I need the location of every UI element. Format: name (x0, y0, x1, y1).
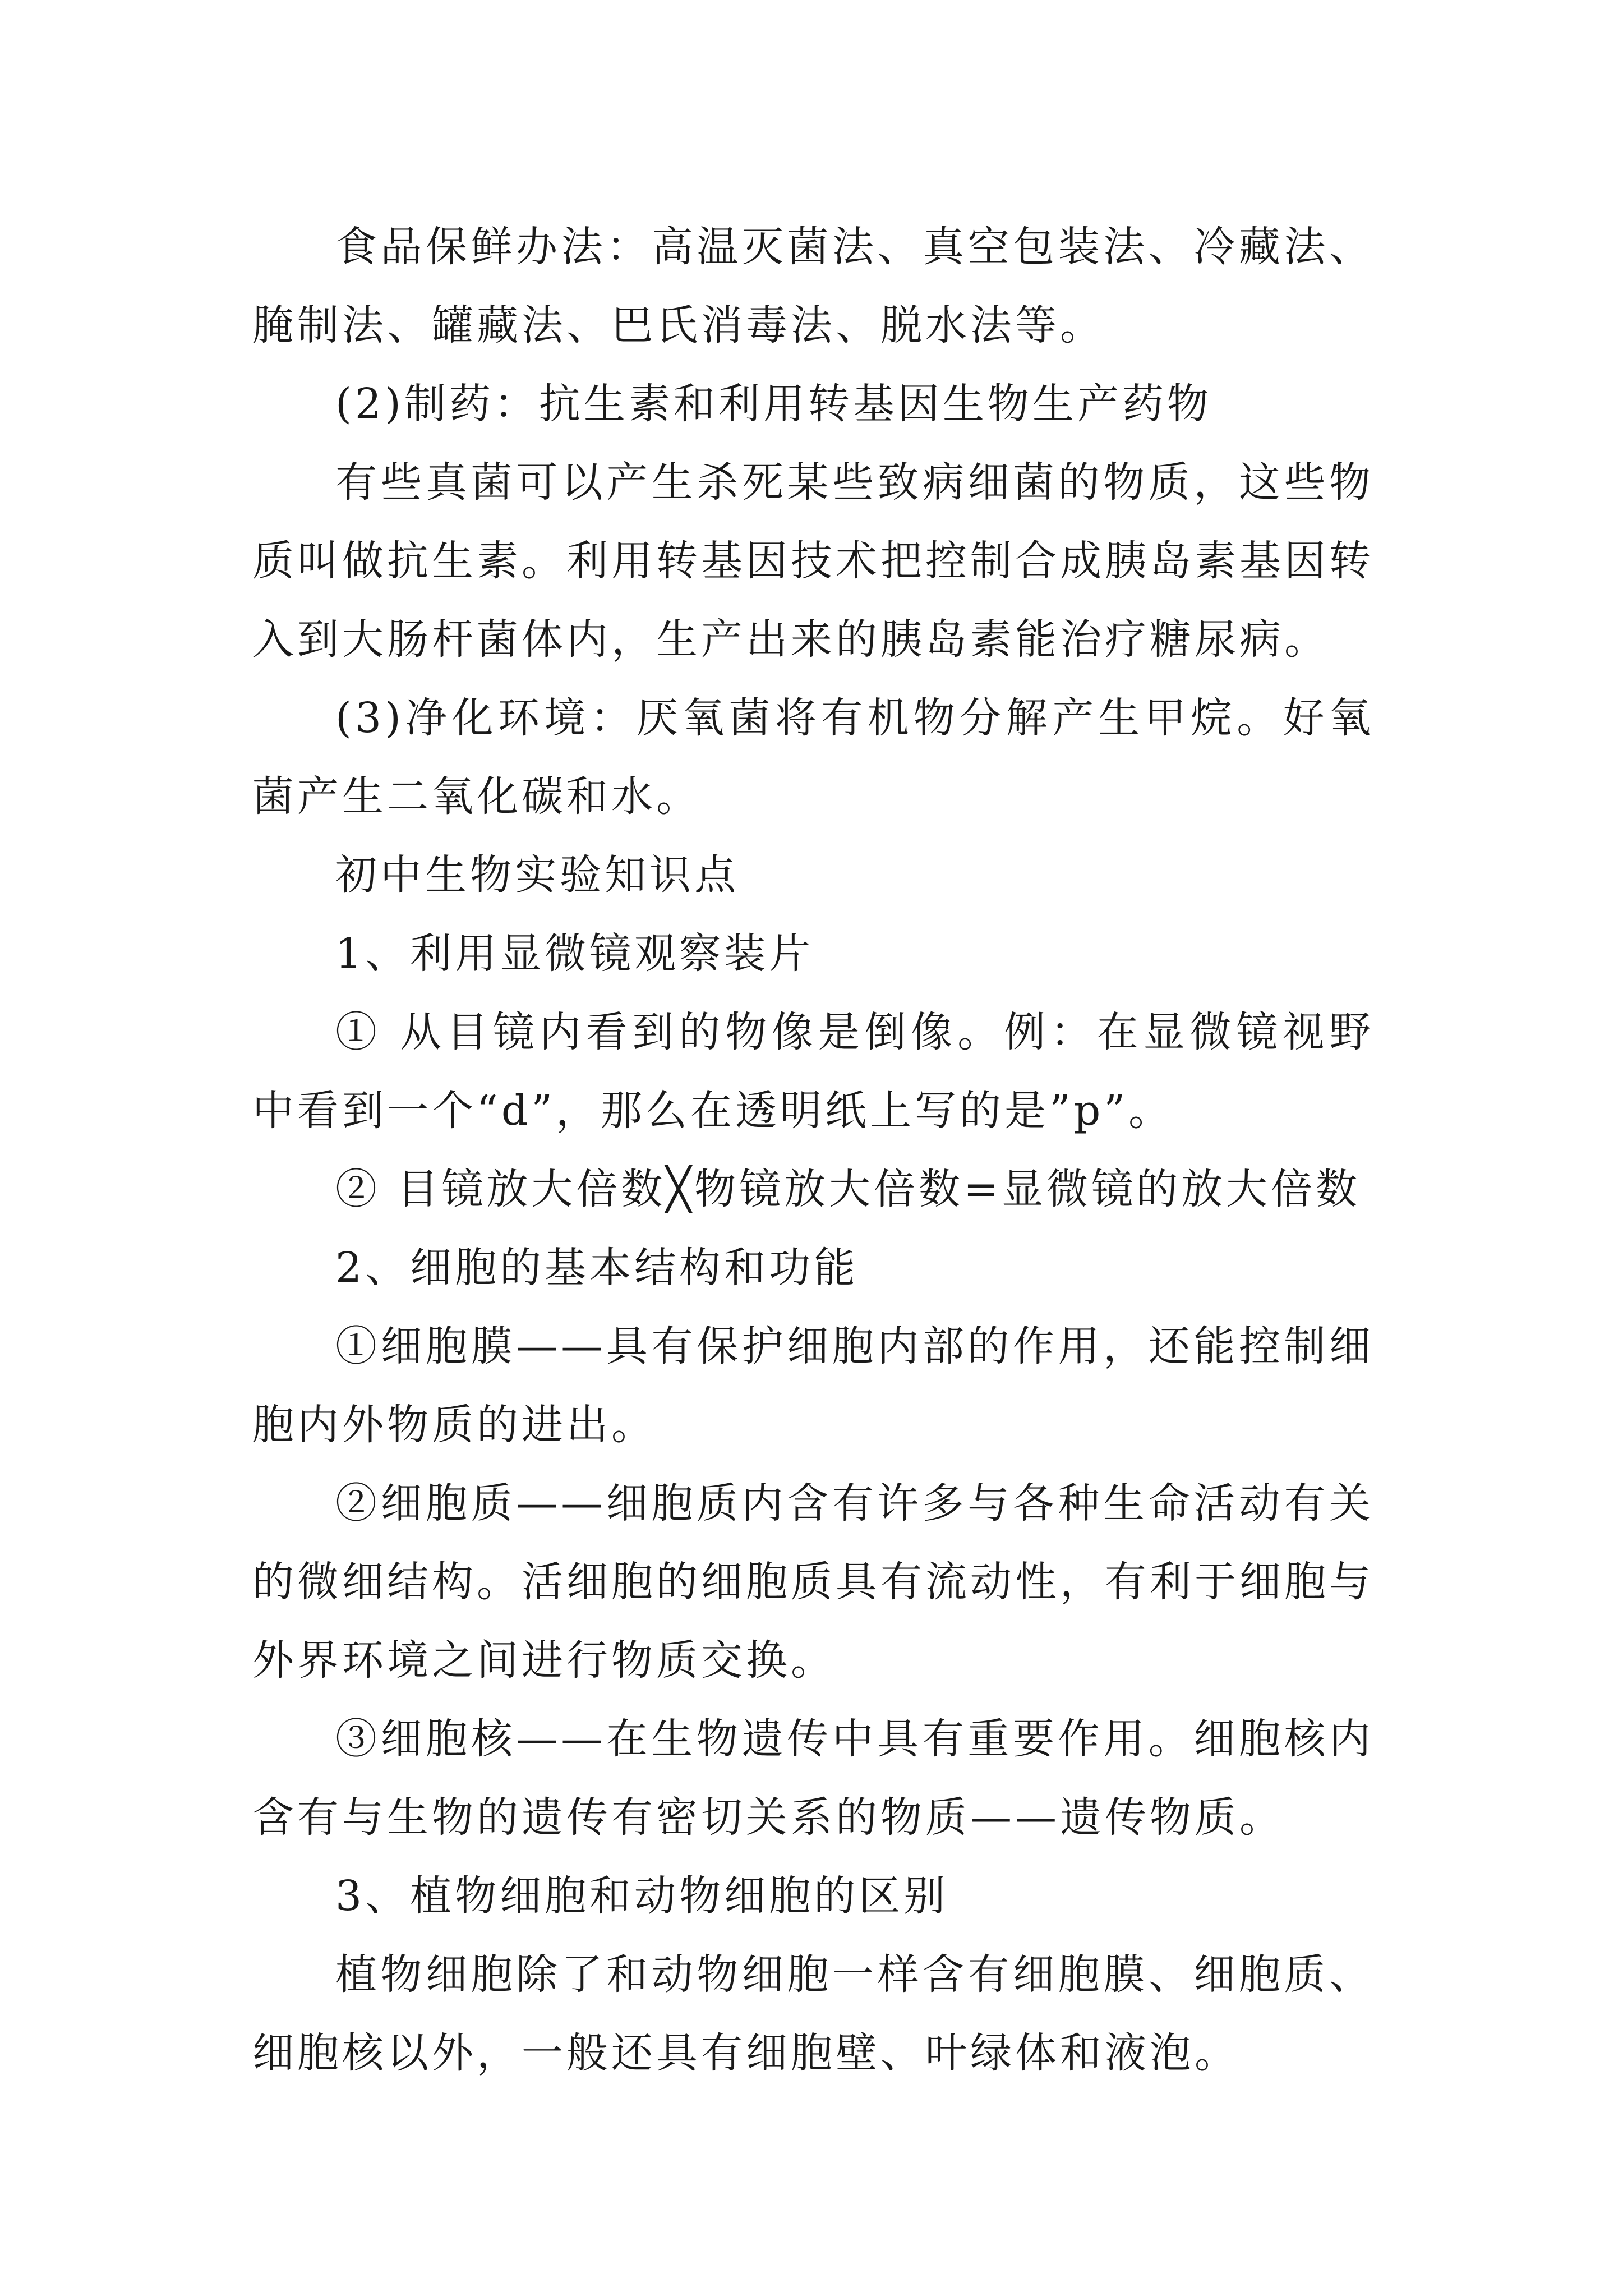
paragraph-cytoplasm: ②细胞质——细胞质内含有许多与各种生命活动有关的微细结构。活细胞的细胞质具有流动性，有利于细胞与外界环境之间进行物质交换。 (252, 1479, 1374, 1685)
item-heading-microscope: 1、利用显微镜观察装片 (335, 930, 814, 978)
paragraph-nucleus: ③细胞核——在生物遗传中具有重要作用。细胞核内含有与生物的遗传有密切关系的物质——遗传物质。 (252, 1715, 1374, 1842)
paragraph-purify-environment: (3)净化环境：厌氧菌将有机物分解产生甲烷。好氧菌产生二氧化碳和水。 (252, 694, 1374, 821)
paragraph-magnification: ② 目镜放大倍数╳物镜放大倍数=显微镜的放大倍数 (335, 1165, 1361, 1213)
paragraph-cell-membrane: ①细胞膜——具有保护细胞内部的作用，还能控制细胞内外物质的进出。 (252, 1322, 1374, 1449)
document-body (252, 208, 1374, 2092)
paragraph-inverted-image: ① 从目镜内看到的物像是倒像。例：在显微镜视野中看到一个“d”，那么在透明纸上写的是”p”。 (252, 1008, 1374, 1135)
paragraph-pharmaceutical-heading: (2)制药：抗生素和利用转基因生物生产药物 (335, 380, 1212, 428)
paragraph-antibiotics: 有些真菌可以产生杀死某些致病细菌的物质，这些物质叫做抗生素。利用转基因技术把控制合成胰岛素基因转入到大肠杆菌体内，生产出来的胰岛素能治疗糖尿病。 (252, 458, 1374, 664)
item-heading-plant-vs-animal: 3、植物细胞和动物细胞的区别 (335, 1872, 949, 1920)
item-heading-cell-structure: 2、细胞的基本结构和功能 (335, 1244, 859, 1292)
paragraph-plant-cell: 植物细胞除了和动物细胞一样含有细胞膜、细胞质、细胞核以外，一般还具有细胞壁、叶绿体和液泡。 (252, 1950, 1374, 2077)
section-heading-experiments: 初中生物实验知识点 (335, 851, 739, 899)
paragraph-food-preservation: 食品保鲜办法：高温灭菌法、真空包装法、冷藏法、腌制法、罐藏法、巴氏消毒法、脱水法等。 (252, 223, 1374, 349)
